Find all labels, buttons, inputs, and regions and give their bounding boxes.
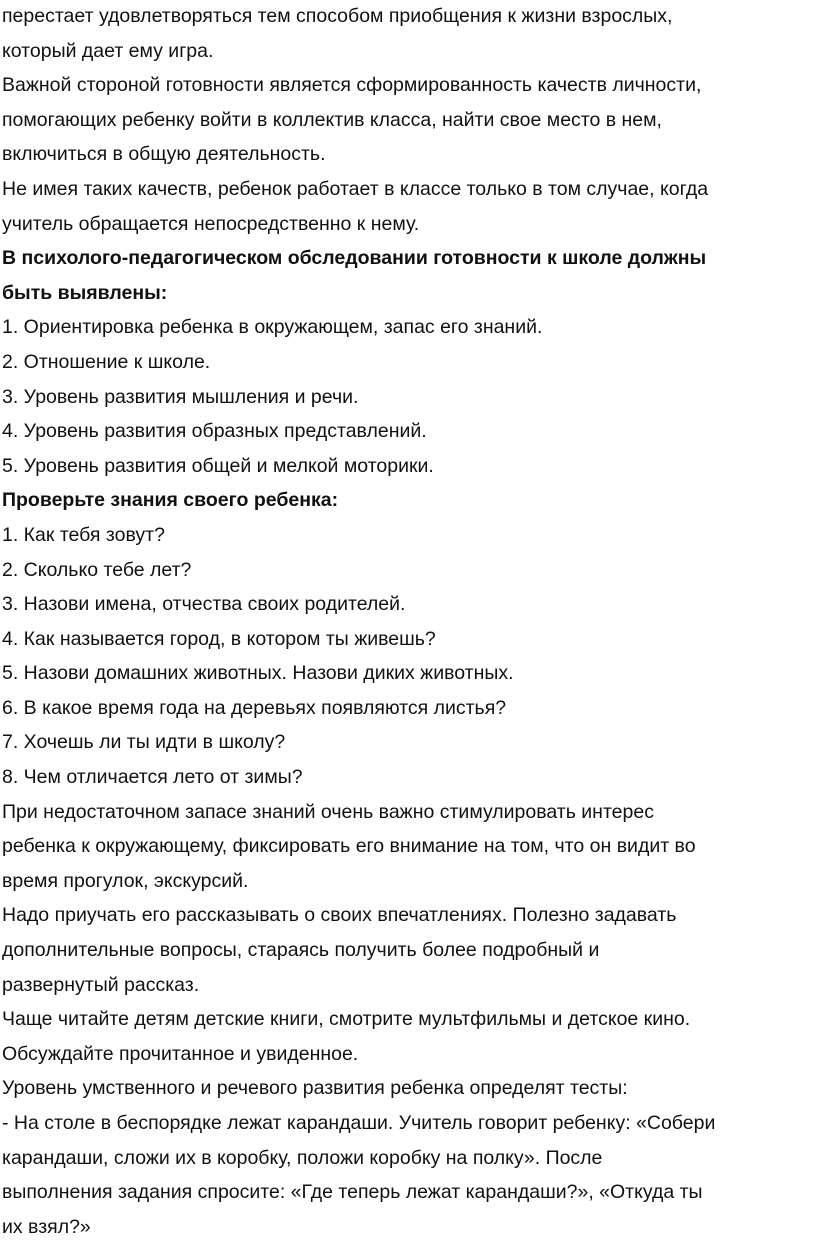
text-line: 4. Как называется город, в котором ты живешь? (2, 627, 436, 650)
text-line: Важной стороной готовности является сформированность качеств личности, (2, 74, 702, 97)
text-line: Не имея таких качеств, ребенок работает в классе только в том случае, когда (2, 177, 709, 200)
text-line: дополнительные вопросы, стараясь получить более подробный и (2, 939, 600, 962)
text-line: перестает удовлетворяться тем способом приобщения к жизни взрослых, (2, 5, 673, 27)
text-line: 5. Назови домашних животных. Назови диких животных. (2, 662, 514, 685)
bold-text-line: быть выявлены: (2, 281, 168, 304)
text-line: помогающих ребенку войти в коллектив класса, найти свое место в нем, (2, 108, 662, 131)
text-line: Обсуждайте прочитанное и увиденное. (2, 1042, 359, 1065)
text-line: Надо приучать его рассказывать о своих впечатлениях. Полезно задавать (2, 904, 677, 927)
text-line: карандаши, сложи их в коробку, положи коробку на полку». После (2, 1146, 603, 1169)
text-line: время прогулок, экскурсий. (2, 869, 249, 892)
text-line: Уровень умственного и речевого развития ребенка определят тесты: (2, 1077, 628, 1100)
text-line: ребенка к окружающему, фиксировать его внимание на том, что он видит во (2, 835, 696, 858)
text-line: 2. Сколько тебе лет? (2, 558, 192, 581)
text-line: выполнения задания спросите: «Где теперь лежат карандаши?», «Откуда ты (2, 1181, 703, 1204)
text-line: 3. Назови имена, отчества своих родителей. (2, 593, 406, 616)
text-line: включиться в общую деятельность. (2, 143, 326, 166)
text-line: 1. Как тебя зовут? (2, 523, 165, 546)
text-line: развернутый рассказ. (2, 973, 200, 996)
text-line: 1. Ориентировка ребенка в окружающем, запас его знаний. (2, 316, 543, 339)
text-line: 4. Уровень развития образных представлений. (2, 420, 427, 443)
text-line: 5. Уровень развития общей и мелкой моторики. (2, 454, 434, 477)
text-line: 7. Хочешь ли ты идти в школу? (2, 731, 286, 754)
text-line: - На столе в беспорядке лежат карандаши. Учитель говорит ребенку: «Собери (2, 1112, 716, 1134)
text-line: При недостаточном запасе знаний очень важно стимулировать интерес (2, 800, 654, 823)
text-line: Чаще читайте детям детские книги, смотрите мультфильмы и детское кино. (2, 1008, 691, 1031)
text-line: 3. Уровень развития мышления и речи. (2, 385, 359, 408)
text-line: их взял?» (2, 1215, 91, 1238)
bold-text-line: В психолого-педагогическом обследовании готовности к школе должны (2, 247, 707, 270)
text-line: 6. В какое время года на деревьях появляются листья? (2, 696, 507, 719)
text-line: 8. Чем отличается лето от зимы? (2, 766, 303, 789)
bold-text-line: Проверьте знания своего ребенка: (2, 489, 339, 512)
text-line: который дает ему игра. (2, 39, 214, 62)
text-line: учитель обращается непосредственно к нему. (2, 212, 420, 235)
text-line: 2. Отношение к школе. (2, 350, 211, 373)
